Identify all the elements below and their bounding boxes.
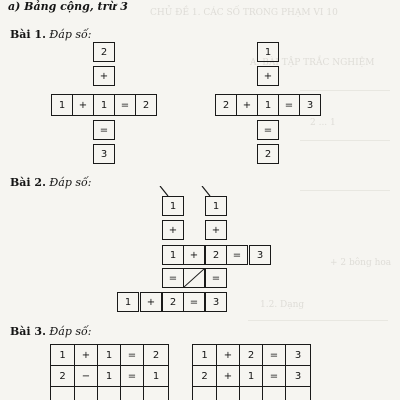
grid-cell: 3 — [93, 144, 115, 164]
grid-cell — [262, 386, 286, 400]
grid-cell: + — [236, 94, 258, 116]
grid-cell: 1 — [143, 365, 169, 387]
grid-cell: + — [140, 292, 162, 312]
exercise-1-title: Bài 1. — [10, 28, 46, 41]
exercise-2-label — [10, 176, 91, 189]
grid-cell — [285, 386, 311, 400]
grid-cell: = — [262, 365, 286, 387]
grid-cell-diagonal — [183, 268, 205, 288]
exercise-3-title: Bài 3. — [10, 325, 46, 338]
grid-cell: = — [226, 245, 248, 265]
grid-cell: 3 — [285, 344, 311, 366]
grid-cell — [192, 386, 217, 400]
exercise-1-answer-label: Đáp số: — [49, 28, 92, 41]
grid-cell: + — [205, 220, 227, 240]
grid-cell-center: 1 — [257, 94, 279, 116]
grid-cell: 2 — [50, 365, 75, 387]
grid-cell-center: 1 — [93, 94, 115, 116]
grid-cell: = — [93, 120, 115, 140]
grid-cell: = — [183, 292, 205, 312]
grid-cell — [120, 386, 144, 400]
grid-cell: 2 — [192, 365, 217, 387]
grid-cell: 3 — [299, 94, 321, 116]
exercise-3-answer-label: Đáp số: — [49, 325, 92, 338]
grid-cell: = — [162, 268, 184, 288]
exercise-1-label — [10, 28, 91, 41]
grid-cell: + — [72, 94, 94, 116]
grid-cell: + — [162, 220, 184, 240]
grid-cell: + — [93, 66, 115, 86]
grid-cell — [74, 386, 98, 400]
grid-cell: 1 — [50, 344, 75, 366]
grid-cell: 1 — [192, 344, 217, 366]
grid-cell: + — [74, 344, 98, 366]
grid-cell — [143, 386, 169, 400]
exercise-3-label — [10, 325, 91, 338]
grid-cell: 2 — [143, 344, 169, 366]
grid-cell: 2 — [215, 94, 237, 116]
diagonal-line — [184, 269, 204, 287]
grid-cell: 2 — [257, 144, 279, 164]
grid-cell: 1 — [205, 196, 227, 216]
grid-cell: + — [216, 344, 240, 366]
grid-cell: 1 — [117, 292, 139, 312]
section-heading: a) Bảng cộng, trừ 3 — [8, 0, 128, 13]
grid-cell: 3 — [285, 365, 311, 387]
grid-cell: − — [74, 365, 98, 387]
grid-cell: 3 — [249, 245, 271, 265]
grid-cell: 2 — [239, 344, 263, 366]
grid-cell: 2 — [93, 42, 115, 62]
grid-cell: 1 — [97, 344, 121, 366]
grid-cell: + — [257, 66, 279, 86]
grid-cell — [216, 386, 240, 400]
grid-cell: 1 — [162, 245, 184, 265]
grid-cell: + — [216, 365, 240, 387]
grid-cell: = — [262, 344, 286, 366]
grid-cell: 1 — [51, 94, 73, 116]
grid-cell — [239, 386, 263, 400]
grid-cell: 2 — [162, 292, 184, 312]
grid-cell: 2 — [205, 245, 227, 265]
grid-cell: 2 — [135, 94, 157, 116]
grid-cell: 1 — [97, 365, 121, 387]
grid-cell: = — [278, 94, 300, 116]
grid-cell: 1 — [257, 42, 279, 62]
grid-cell: 3 — [205, 292, 227, 312]
grid-cell: + — [183, 245, 205, 265]
grid-cell: 1 — [239, 365, 263, 387]
grid-cell: = — [120, 344, 144, 366]
grid-cell: = — [120, 365, 144, 387]
grid-cell — [97, 386, 121, 400]
grid-cell — [50, 386, 75, 400]
exercise-2-answer-label: Đáp số: — [49, 176, 92, 189]
grid-cell: 1 — [162, 196, 184, 216]
exercise-2-title: Bài 2. — [10, 176, 46, 189]
grid-cell: = — [205, 268, 227, 288]
grid-cell: = — [257, 120, 279, 140]
grid-cell: = — [114, 94, 136, 116]
